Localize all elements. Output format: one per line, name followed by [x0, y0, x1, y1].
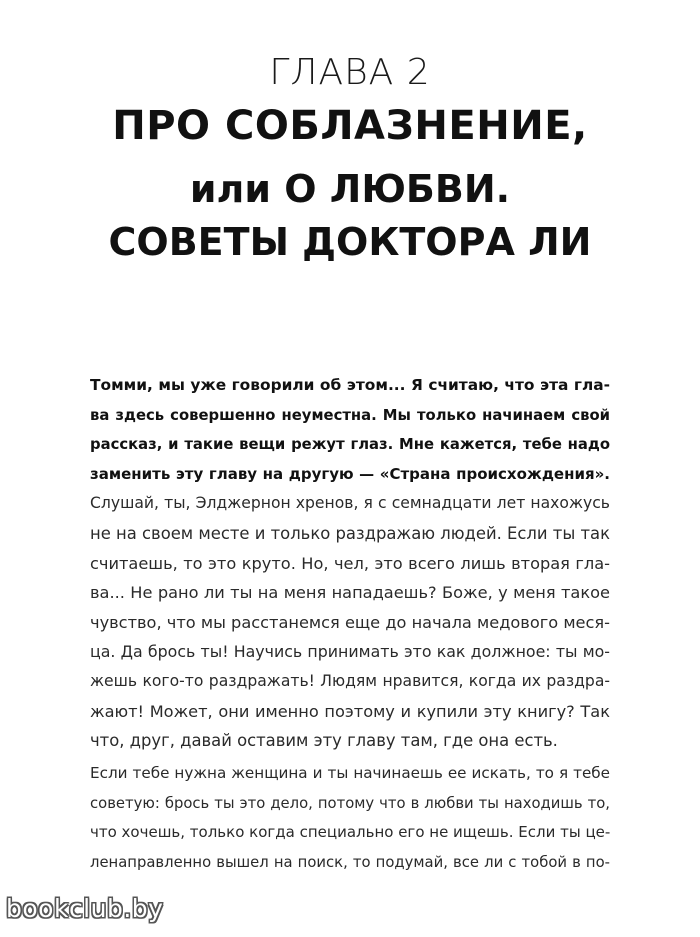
text-line: считаешь, то это круто. Но, чел, это всего лишь вторая гла-: [90, 553, 610, 573]
chapter-number: ГЛАВА 2: [269, 52, 431, 93]
text-line: чувство, что мы расстанемся еще до начала медового меся-: [90, 612, 610, 632]
dialogue-paragraph: [90, 371, 610, 756]
text-line: Если тебе нужна женщина и ты начинаешь ее искать, то я тебе: [90, 764, 610, 782]
text-line: ца. Да брось ты! Научись принимать это как должное: ты мо-: [90, 642, 610, 662]
watermark: bookclub.by: [6, 894, 164, 923]
text-line: Слушай, ты, Элджернон хренов, я с семнадцати лет нахожусь: [90, 494, 610, 513]
text-line: Томми, мы уже говорили об этом... Я считаю, что эта гла-: [90, 376, 610, 394]
chapter-title-line-1: ПРО СОБЛАЗНЕНИЕ,: [112, 103, 588, 149]
body-paragraph: [90, 759, 610, 877]
text-line: что хочешь, только когда специально его не ищешь. Если ты це-: [90, 823, 611, 842]
text-line: жают! Может, они именно поэтому и купили эту книгу? Так: [90, 701, 610, 721]
chapter-title-line-3: СОВЕТЫ ДОКТОРА ЛИ: [108, 220, 592, 264]
text-line: что, друг, давай оставим эту главу там, где она есть.: [90, 731, 558, 751]
text-line: не на своем месте и только раздражаю людей. Если ты так: [90, 523, 610, 543]
text-line: ва... Не рано ли ты на меня нападаешь? Боже, у меня такое: [90, 583, 610, 603]
text-line: ленаправленно вышел на поиск, то подумай, все ли с тобой в по-: [90, 853, 610, 871]
text-line: ва здесь совершенно неуместна. Мы только начинаем свой: [90, 406, 610, 424]
text-line: рассказ, и такие вещи режут глаз. Мне кажется, тебе надо: [90, 436, 610, 454]
text-line: заменить эту главу на другую — «Страна происхождения».: [90, 464, 610, 483]
text-line: жешь кого-то раздражать! Людям нравится, когда их раздра-: [90, 671, 610, 690]
text-line: советую: брось ты это дело, потому что в любви ты находишь то,: [90, 794, 610, 812]
chapter-title-line-2: или О ЛЮБВИ.: [189, 167, 511, 211]
